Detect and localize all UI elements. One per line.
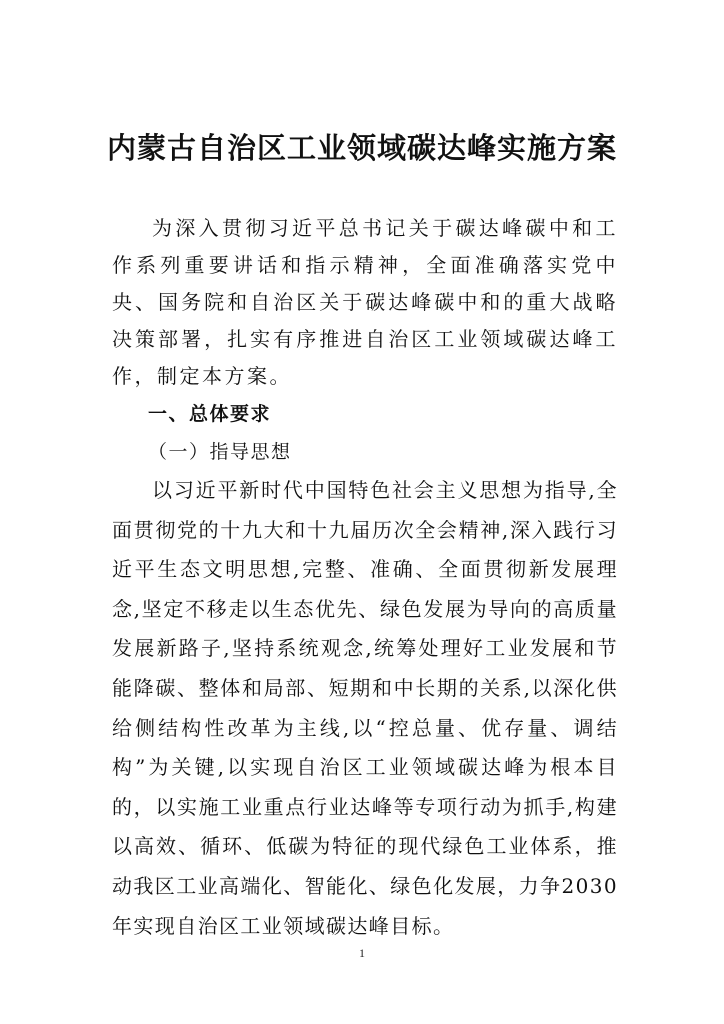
document-body [112, 210, 618, 946]
guiding-ideology-paragraph: 以习近平新时代中国特色社会主义思想为指导,全面贯彻党的十九大和十九届历次全会精神,深入践行习近平生态文明思想,完整、准确、全面贯彻新发展理念,坚定不移走以生态优先、绿色发展为导向的高质量发展新路子,坚持系统观念,统筹处理好工业发展和节能降碳、整体和局部、短期和中长期的关系,以深化供给侧结构性改革为主线,以“控总量、优存量、调结构”为关键,以实现自治区工业领域碳达峰为根本目的，以实施工业重点行业达峰等专项行动为抓手,构建以高效、循环、低碳为特征的现代绿色工业体系，推动我区工业高端化、智能化、绿色化发展，力争2030年实现自治区工业领域碳达峰目标。 [112, 478, 618, 938]
page-number: 1 [359, 946, 365, 960]
intro-paragraph: 为深入贯彻习近平总书记关于碳达峰碳中和工作系列重要讲话和指示精神，全面准确落实党中央、国务院和自治区关于碳达峰碳中和的重大战略决策部署，扎实有序推进自治区工业领域碳达峰工作，制定本方案。 [112, 216, 618, 388]
subsection-heading-guiding-ideology: （一）指导思想 [148, 441, 292, 463]
document-title: 内蒙古自治区工业领域碳达峰实施方案 [106, 131, 617, 165]
section-heading-general-requirements: 一、总体要求 [148, 403, 272, 425]
